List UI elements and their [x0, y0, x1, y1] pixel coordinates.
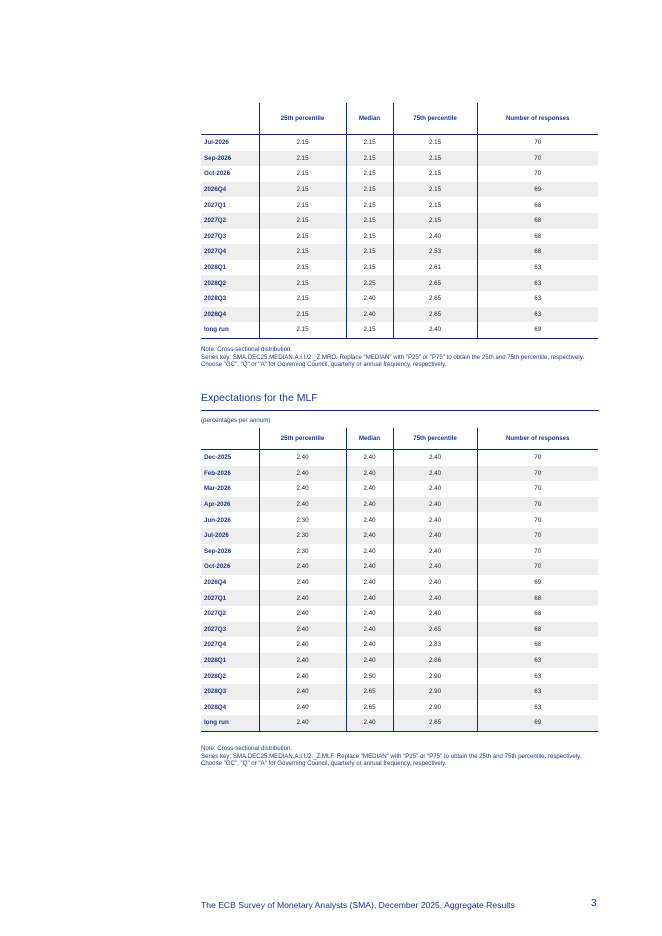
- table-row: [201, 700, 598, 716]
- table-cell: 2.15: [346, 151, 393, 167]
- row-label: 2027Q1: [204, 201, 227, 209]
- row-label: 2027Q4: [201, 244, 259, 260]
- table-cell: 2.40: [393, 606, 477, 622]
- row-label: 2028Q2: [204, 672, 227, 680]
- table-row: [201, 575, 598, 591]
- table-cell: 2.40: [259, 466, 346, 482]
- table-row: [201, 559, 598, 575]
- table-cell: 2.40: [346, 512, 393, 528]
- table-cell: 70: [477, 466, 598, 482]
- row-label: 2028Q1: [204, 264, 227, 272]
- table-cell: 2.40: [259, 700, 346, 716]
- mro-table-note: [201, 346, 601, 369]
- table-cell: 2.15: [393, 197, 477, 213]
- table-cell: 2.40: [393, 512, 477, 528]
- row-label: 2027Q3: [204, 232, 227, 240]
- table-cell: 2.40: [346, 307, 393, 323]
- table-row: [201, 182, 598, 198]
- table-row: [201, 590, 598, 606]
- table-cell: 2.40: [259, 622, 346, 638]
- column-header: 25th percentile: [259, 428, 346, 450]
- table-cell: 2.53: [393, 244, 477, 260]
- table-cell: 2.65: [393, 307, 477, 323]
- table-row: [201, 307, 598, 323]
- table-cell: 2.40: [346, 637, 393, 653]
- table-cell: 2.65: [393, 622, 477, 638]
- table-cell: 2.65: [393, 275, 477, 291]
- title-divider: [201, 410, 599, 411]
- row-label: 2028Q2: [201, 275, 259, 291]
- table-cell: 2.40: [393, 559, 477, 575]
- table-cell: 70: [477, 481, 598, 497]
- row-label: Feb-2026: [201, 466, 259, 482]
- footer-text: The ECB Survey of Monetary Analysts (SMA), December 2025, Aggregate Results: [201, 900, 515, 910]
- column-header: Median: [346, 428, 393, 450]
- table-cell: 2.30: [259, 512, 346, 528]
- column-header: 75th percentile: [393, 103, 477, 135]
- table-cell: 63: [477, 653, 598, 669]
- table-cell: 68: [477, 637, 598, 653]
- table-cell: 69: [477, 182, 598, 198]
- table-cell: 2.40: [346, 590, 393, 606]
- table-cell: 2.40: [393, 450, 477, 466]
- table-cell: 2.65: [393, 291, 477, 307]
- table-cell: 2.15: [393, 135, 477, 151]
- table-cell: 2.40: [259, 575, 346, 591]
- table-cell: 2.15: [259, 291, 346, 307]
- table-cell: 2.15: [259, 322, 346, 338]
- table-row: [201, 244, 598, 260]
- table-cell: 68: [477, 622, 598, 638]
- table-cell: 70: [477, 450, 598, 466]
- table-cell: 2.40: [393, 322, 477, 338]
- row-label: 2027Q2: [201, 213, 259, 229]
- table-cell: 63: [477, 307, 598, 323]
- row-label: 2028Q4: [201, 307, 259, 323]
- table-cell: 2.40: [259, 606, 346, 622]
- note-line: Note: Cross-sectional distribution.: [201, 346, 293, 353]
- row-label: 2027Q3: [201, 622, 259, 638]
- table-cell: 2.15: [346, 182, 393, 198]
- row-label: 2026Q4: [201, 182, 259, 198]
- table-cell: 2.40: [346, 575, 393, 591]
- table-cell: 68: [477, 229, 598, 245]
- table-cell: 2.40: [259, 559, 346, 575]
- series-key-note: Series key: SMA.DEC25.MEDIAN.A.I.U2._Z.MRO. Replace "MEDIAN" with "P25" or "P75" to obtain the 25th and 75th percentile, respectively. Choose "GC", "Q" or "A" for Governing Council, quarterly or annual frequency, respectively.: [201, 353, 585, 369]
- table-cell: 2.40: [393, 497, 477, 513]
- table-cell: 2.40: [346, 715, 393, 731]
- table-cell: 70: [477, 497, 598, 513]
- row-label: Jul-2026: [201, 528, 259, 544]
- table-cell: 2.15: [259, 307, 346, 323]
- table-header-row: [201, 428, 598, 450]
- table-row: [201, 260, 598, 276]
- table-cell: 63: [477, 684, 598, 700]
- row-label: Apr-2026: [201, 497, 259, 513]
- table-cell: 2.15: [259, 213, 346, 229]
- table-cell: 2.40: [259, 590, 346, 606]
- page-number: 3: [591, 898, 597, 909]
- section-subtitle: (percentages per annum): [201, 417, 271, 424]
- column-header: [201, 103, 259, 135]
- table-cell: 2.40: [393, 544, 477, 560]
- table-cell: 70: [477, 528, 598, 544]
- row-label: 2028Q1: [201, 653, 259, 669]
- table-cell: 2.15: [259, 197, 346, 213]
- column-header: 75th percentile: [393, 428, 477, 450]
- table-cell: 2.15: [259, 275, 346, 291]
- table-cell: 2.61: [393, 260, 477, 276]
- table-cell: 2.15: [346, 244, 393, 260]
- note-line: Note: Cross-sectional distribution.: [201, 745, 293, 752]
- table-cell: 70: [477, 512, 598, 528]
- table-cell: 2.40: [259, 637, 346, 653]
- row-label: Jun-2026: [204, 516, 231, 524]
- table-cell: 2.90: [393, 668, 477, 684]
- table-row: [201, 653, 598, 669]
- table-cell: 2.15: [346, 229, 393, 245]
- mro-expectations-table: [201, 103, 598, 339]
- row-label: Jul-2026: [204, 139, 229, 147]
- table-cell: 2.40: [393, 575, 477, 591]
- row-label: Oct-2026: [201, 559, 259, 575]
- table-row: [201, 213, 598, 229]
- table-cell: 70: [477, 135, 598, 151]
- table-cell: 2.40: [393, 481, 477, 497]
- row-label: Dec-2025: [204, 454, 232, 462]
- table-cell: 70: [477, 544, 598, 560]
- table-cell: 68: [477, 590, 598, 606]
- table-cell: 2.40: [346, 497, 393, 513]
- table-cell: 2.90: [393, 684, 477, 700]
- table-cell: 2.40: [393, 590, 477, 606]
- section-title: Expectations for the MLF: [201, 392, 318, 404]
- row-label: 2026Q4: [204, 579, 227, 587]
- table-cell: 2.40: [259, 684, 346, 700]
- table-cell: 2.40: [259, 653, 346, 669]
- table-row: [201, 606, 598, 622]
- table-cell: 2.40: [259, 481, 346, 497]
- table-row: [201, 637, 598, 653]
- table-cell: 70: [477, 559, 598, 575]
- table-row: [201, 466, 598, 482]
- table-cell: 2.15: [259, 151, 346, 167]
- table-cell: 2.15: [346, 260, 393, 276]
- table-cell: 2.40: [393, 466, 477, 482]
- table-cell: 2.15: [393, 166, 477, 182]
- row-label: 2028Q3: [204, 295, 227, 303]
- table-cell: 2.40: [346, 291, 393, 307]
- table-row: [201, 512, 598, 528]
- table-row: [201, 668, 598, 684]
- mlf-table-note: [201, 745, 601, 768]
- column-header: [201, 428, 259, 450]
- table-cell: 2.15: [393, 213, 477, 229]
- table-row: [201, 622, 598, 638]
- series-key-note: Series key: SMA.DEC25.MEDIAN.A.I.U2._Z.MLF. Replace "MEDIAN" with "P25" or "P75" to obtain the 25th and 75th percentile, respectively. Choose "GC", "Q" or "A" for Governing Council, quarterly or annual frequency, respectively.: [201, 752, 582, 768]
- table-cell: 69: [477, 575, 598, 591]
- table-row: [201, 481, 598, 497]
- table-cell: 2.15: [259, 166, 346, 182]
- row-label: 2027Q1: [201, 590, 259, 606]
- table-cell: 69: [477, 322, 598, 338]
- row-label: Oct-2026: [204, 170, 231, 178]
- table-cell: 2.40: [346, 606, 393, 622]
- row-label: long run: [201, 322, 259, 338]
- table-cell: 2.15: [259, 135, 346, 151]
- table-cell: 63: [477, 668, 598, 684]
- table-cell: 2.40: [346, 622, 393, 638]
- table-cell: 2.40: [346, 559, 393, 575]
- table-cell: 2.40: [346, 466, 393, 482]
- table-cell: 2.50: [346, 668, 393, 684]
- table-row: [201, 544, 598, 560]
- row-label: 2027Q4: [204, 641, 227, 649]
- row-label: Sep-2026: [204, 547, 232, 555]
- table-row: [201, 166, 598, 182]
- row-label: 2028Q3: [201, 684, 259, 700]
- table-cell: 2.40: [346, 653, 393, 669]
- table-cell: 2.15: [346, 166, 393, 182]
- mlf-expectations-table: [201, 428, 598, 732]
- column-header: Median: [346, 103, 393, 135]
- table-cell: 68: [477, 213, 598, 229]
- table-cell: 2.40: [346, 528, 393, 544]
- table-cell: 2.40: [393, 229, 477, 245]
- table-cell: 2.40: [346, 450, 393, 466]
- table-cell: 63: [477, 260, 598, 276]
- table-row: [201, 135, 598, 151]
- table-cell: 2.40: [259, 715, 346, 731]
- table-cell: 2.25: [346, 275, 393, 291]
- table-cell: 2.65: [393, 715, 477, 731]
- table-cell: 2.40: [259, 497, 346, 513]
- table-row: [201, 229, 598, 245]
- table-cell: 2.15: [346, 322, 393, 338]
- row-label: 2027Q2: [204, 610, 227, 618]
- table-row: [201, 291, 598, 307]
- row-label: 2028Q4: [204, 703, 227, 711]
- table-cell: 63: [477, 291, 598, 307]
- table-cell: 2.15: [346, 135, 393, 151]
- table-cell: 68: [477, 197, 598, 213]
- table-cell: 2.90: [393, 700, 477, 716]
- table-row: [201, 450, 598, 466]
- table-cell: 63: [477, 275, 598, 291]
- table-cell: 2.40: [346, 481, 393, 497]
- table-cell: 2.65: [346, 684, 393, 700]
- table-cell: 2.15: [259, 229, 346, 245]
- table-row: [201, 715, 598, 731]
- table-cell: 70: [477, 151, 598, 167]
- column-header: Number of responses: [477, 103, 598, 135]
- table-cell: 2.40: [346, 544, 393, 560]
- table-cell: 2.15: [346, 213, 393, 229]
- table-cell: 2.40: [393, 528, 477, 544]
- table-cell: 2.15: [259, 244, 346, 260]
- column-header: Number of responses: [477, 428, 598, 450]
- table-cell: 2.30: [259, 544, 346, 560]
- table-cell: 2.15: [393, 182, 477, 198]
- table-row: [201, 528, 598, 544]
- table-cell: 2.15: [346, 197, 393, 213]
- table-row: [201, 151, 598, 167]
- row-label: long run: [201, 715, 259, 731]
- table-cell: 2.86: [393, 653, 477, 669]
- column-header: 25th percentile: [259, 103, 346, 135]
- table-cell: 63: [477, 700, 598, 716]
- table-cell: 68: [477, 606, 598, 622]
- table-row: [201, 275, 598, 291]
- table-cell: 2.15: [259, 260, 346, 276]
- table-cell: 69: [477, 715, 598, 731]
- table-cell: 2.40: [259, 668, 346, 684]
- table-row: [201, 497, 598, 513]
- table-cell: 2.83: [393, 637, 477, 653]
- table-row: [201, 684, 598, 700]
- table-cell: 2.15: [393, 151, 477, 167]
- table-header-row: [201, 103, 598, 135]
- table-cell: 70: [477, 166, 598, 182]
- row-label: Mar-2026: [204, 485, 231, 493]
- table-row: [201, 322, 598, 338]
- row-label: Sep-2026: [201, 151, 259, 167]
- table-cell: 68: [477, 244, 598, 260]
- table-cell: 2.40: [259, 450, 346, 466]
- table-row: [201, 197, 598, 213]
- table-cell: 2.15: [259, 182, 346, 198]
- table-cell: 2.30: [259, 528, 346, 544]
- table-cell: 2.65: [346, 700, 393, 716]
